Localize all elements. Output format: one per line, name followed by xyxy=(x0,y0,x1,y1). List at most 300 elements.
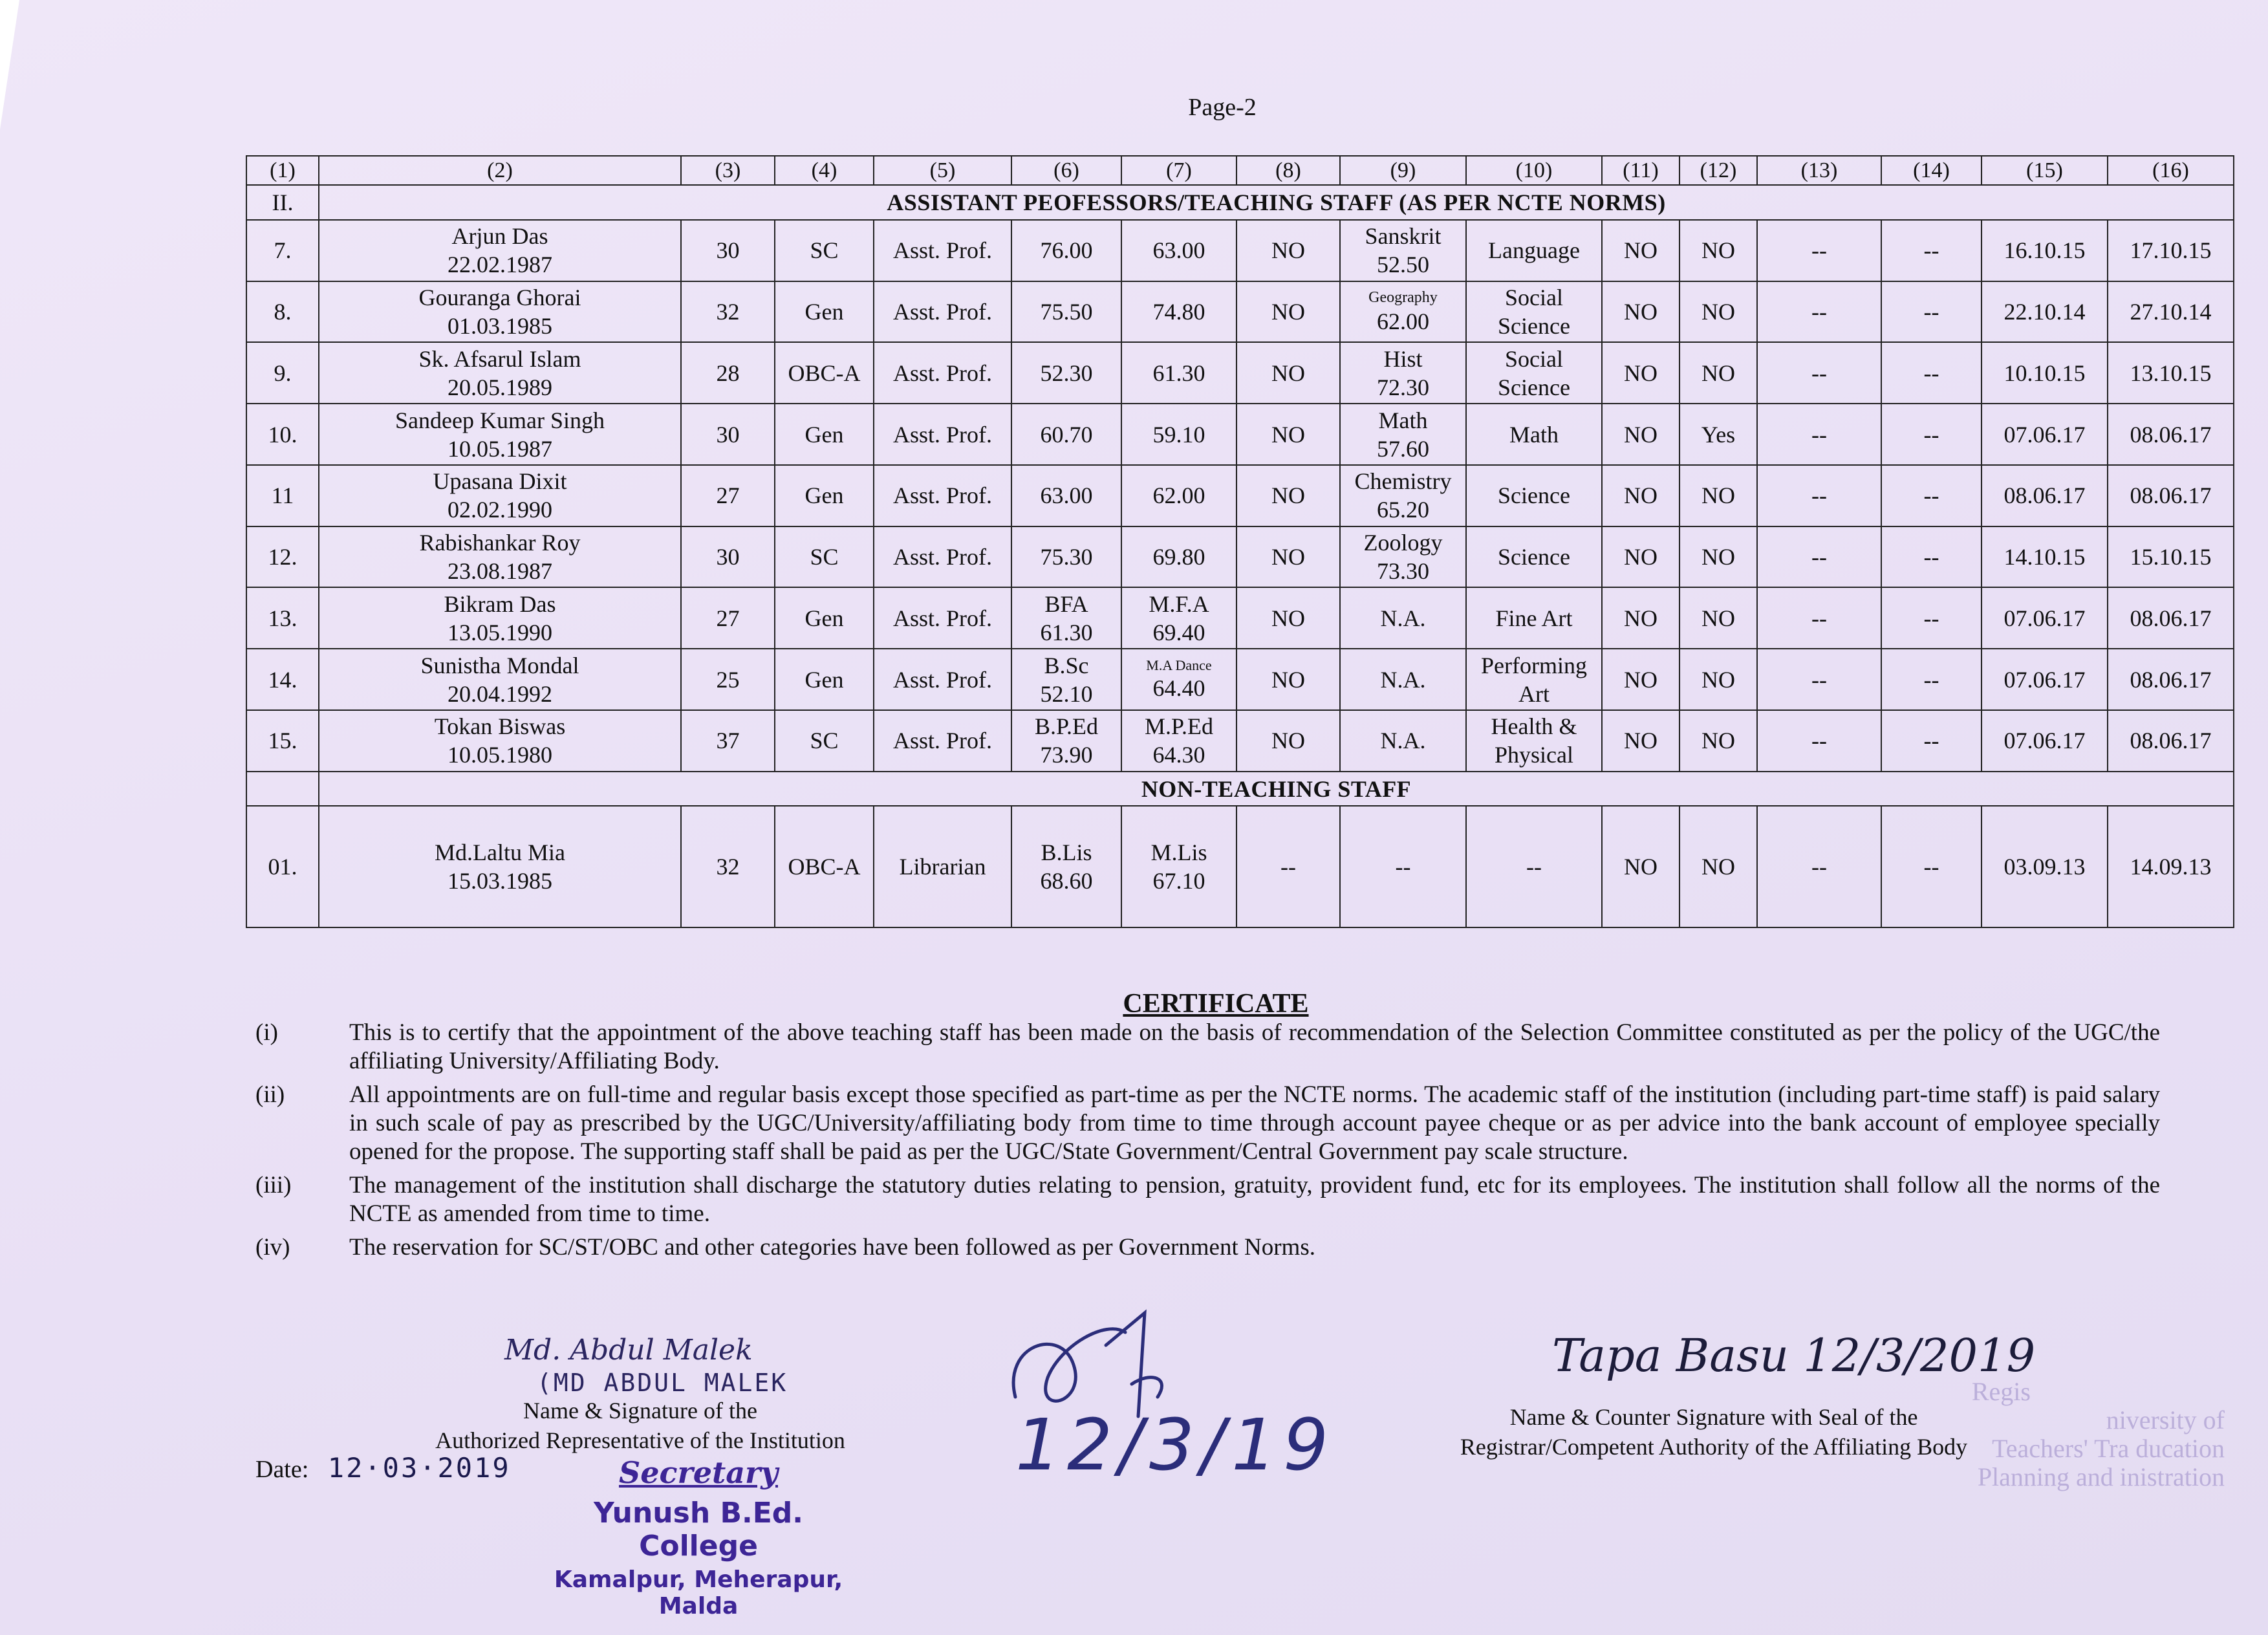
qualification-pg xyxy=(1121,710,1237,772)
discipline xyxy=(1466,587,1602,649)
serial-number: 8. xyxy=(246,281,319,343)
stamp-title: Secretary xyxy=(618,1455,778,1490)
qualification-ug xyxy=(1011,710,1121,772)
qualification-pg-line: M.Lis xyxy=(1150,839,1207,866)
certificate-item-number: (i) xyxy=(255,1019,278,1046)
subject xyxy=(1340,587,1466,649)
qualification-ug xyxy=(1011,649,1121,710)
discipline xyxy=(1466,342,1602,404)
authorized-name-handwritten: (MD ABDUL MALEK xyxy=(537,1369,788,1397)
qualification-pg xyxy=(1121,342,1237,404)
col-14: -- xyxy=(1881,587,1982,649)
qualification-pg xyxy=(1121,281,1237,343)
discipline-line: Art xyxy=(1518,680,1550,707)
subject xyxy=(1340,220,1466,281)
column-number: (14) xyxy=(1881,156,1982,185)
age: 25 xyxy=(681,649,775,710)
subject xyxy=(1340,649,1466,710)
discipline-line: Performing xyxy=(1481,652,1587,678)
col-8: NO xyxy=(1237,649,1340,710)
col-12: NO xyxy=(1679,526,1757,588)
qualification-ug xyxy=(1011,526,1121,588)
date-col-16: 08.06.17 xyxy=(2108,465,2234,526)
staff-name-cell xyxy=(319,465,681,526)
date-col-16: 08.06.17 xyxy=(2108,587,2234,649)
certificate-item-text: The management of the institution shall discharge the statutory duties relating to pension, gratuity, provident fund, etc for its employees. The institution shall follow all the norms of the NCTE as amended from time to time. xyxy=(349,1172,2160,1227)
column-number: (13) xyxy=(1757,156,1881,185)
discipline-line: Health & xyxy=(1491,713,1577,740)
age: 30 xyxy=(681,404,775,465)
certificate-item-text: All appointments are on full-time and regular basis except those specified as part-time as per the NCTE norms. The academic staff of the institution (including part-time staff) is paid salary in such scale of pay as prescribed by the UGC/University/affiliating body from time to time through account payee cheque or as per advice into the bank account of employee specially opened for the propose. The supporting staff shall be paid as per the UGC/State Government/Central Government pay scale structure. xyxy=(349,1081,2160,1165)
date-of-birth: 22.02.1987 xyxy=(448,252,552,278)
col-12: Yes xyxy=(1679,404,1757,465)
category: SC xyxy=(775,710,874,772)
col-8: NO xyxy=(1237,220,1340,281)
date-label: Date: xyxy=(255,1456,309,1483)
discipline-line: Physical xyxy=(1495,742,1573,768)
date-of-birth: 10.05.1987 xyxy=(448,435,552,462)
col-14: -- xyxy=(1881,342,1982,404)
column-number: (9) xyxy=(1340,156,1466,185)
staff-name-cell xyxy=(319,806,681,927)
table-row xyxy=(246,587,2234,649)
col-8: NO xyxy=(1237,587,1340,649)
discipline-line: Social xyxy=(1505,285,1563,311)
page-number: Page-2 xyxy=(1188,94,1257,121)
col-13: -- xyxy=(1757,404,1881,465)
col-8: NO xyxy=(1237,281,1340,343)
col-13: -- xyxy=(1757,465,1881,526)
staff-name-cell xyxy=(319,281,681,343)
certificate-item xyxy=(255,1081,2163,1166)
qualification-ug xyxy=(1011,281,1121,343)
non-teaching-title-row xyxy=(246,772,2234,807)
age: 27 xyxy=(681,587,775,649)
staff-name: Md.Laltu Mia xyxy=(435,839,565,866)
staff-name-cell xyxy=(319,526,681,588)
category: SC xyxy=(775,220,874,281)
col-8: NO xyxy=(1237,710,1340,772)
university-seal xyxy=(1772,1378,2225,1491)
staff-name: Rabishankar Roy xyxy=(419,530,581,556)
discipline-line: Social xyxy=(1505,345,1563,372)
stamp-college: Yunush B.Ed. College xyxy=(594,1497,803,1563)
category: Gen xyxy=(775,649,874,710)
age: 32 xyxy=(681,281,775,343)
table-row xyxy=(246,806,2234,927)
subject-line: 72.30 xyxy=(1377,374,1429,400)
date-col-15: 10.10.15 xyxy=(1982,342,2108,404)
subject-line: N.A. xyxy=(1380,605,1426,631)
authorized-label xyxy=(414,1396,867,1455)
designation: Asst. Prof. xyxy=(874,526,1011,588)
column-number: (4) xyxy=(775,156,874,185)
col-14: -- xyxy=(1881,806,1982,927)
col-12: NO xyxy=(1679,710,1757,772)
column-number: (16) xyxy=(2108,156,2234,185)
qualification-pg xyxy=(1121,587,1237,649)
column-number: (6) xyxy=(1011,156,1121,185)
qualification-pg-line: M.F.A xyxy=(1149,590,1209,617)
category: Gen xyxy=(775,465,874,526)
qualification-ug-line: 63.00 xyxy=(1040,482,1093,509)
designation: Asst. Prof. xyxy=(874,465,1011,526)
qualification-pg xyxy=(1121,806,1237,927)
col-11: NO xyxy=(1602,220,1679,281)
date-col-16: 17.10.15 xyxy=(2108,220,2234,281)
table-row xyxy=(246,342,2234,404)
folded-corner xyxy=(0,0,19,129)
staff-name-cell xyxy=(319,220,681,281)
date-of-birth: 15.03.1985 xyxy=(448,868,552,894)
certificate-list xyxy=(255,1019,2163,1267)
seal-line-4: Planning and inistration xyxy=(1977,1462,2225,1491)
staff-name: Bikram Das xyxy=(444,590,556,617)
col-12: NO xyxy=(1679,587,1757,649)
column-number: (8) xyxy=(1237,156,1340,185)
qualification-pg-line: 69.80 xyxy=(1152,544,1205,570)
date-col-16: 15.10.15 xyxy=(2108,526,2234,588)
date-of-birth: 23.08.1987 xyxy=(448,558,552,585)
date-of-birth: 20.05.1989 xyxy=(448,374,552,400)
qualification-ug-line: 61.30 xyxy=(1040,619,1093,645)
column-number: (5) xyxy=(874,156,1011,185)
column-number: (11) xyxy=(1602,156,1679,185)
col-12: NO xyxy=(1679,649,1757,710)
discipline-line: Science xyxy=(1498,313,1570,340)
serial-number: 12. xyxy=(246,526,319,588)
discipline-line: Fine Art xyxy=(1495,605,1573,631)
col-14: -- xyxy=(1881,281,1982,343)
date-col-16: 13.10.15 xyxy=(2108,342,2234,404)
subject xyxy=(1340,465,1466,526)
subject-line: Geography xyxy=(1368,289,1438,307)
designation: Asst. Prof. xyxy=(874,342,1011,404)
col-12: NO xyxy=(1679,281,1757,343)
date-col-15: 07.06.17 xyxy=(1982,710,2108,772)
designation: Asst. Prof. xyxy=(874,649,1011,710)
qualification-ug-line: 68.60 xyxy=(1040,868,1093,894)
subject-line: N.A. xyxy=(1380,666,1426,693)
staff-name-cell xyxy=(319,710,681,772)
subject-line: Zoology xyxy=(1363,530,1443,556)
staff-name: Arjun Das xyxy=(451,223,548,250)
column-number-row xyxy=(246,156,2234,185)
date-col-15: 07.06.17 xyxy=(1982,587,2108,649)
column-number: (7) xyxy=(1121,156,1237,185)
col-13: -- xyxy=(1757,526,1881,588)
qualification-pg xyxy=(1121,220,1237,281)
section-title: ASSISTANT PEOFESSORS/TEACHING STAFF (AS PER NCTE NORMS) xyxy=(319,185,2234,220)
date-col-16: 08.06.17 xyxy=(2108,710,2234,772)
column-number: (2) xyxy=(319,156,681,185)
age: 37 xyxy=(681,710,775,772)
col-13: -- xyxy=(1757,281,1881,343)
column-number: (12) xyxy=(1679,156,1757,185)
qualification-pg-line: 74.80 xyxy=(1152,299,1205,325)
staff-name: Gouranga Ghorai xyxy=(418,285,581,311)
date-col-15: 03.09.13 xyxy=(1982,806,2108,927)
table-row xyxy=(246,220,2234,281)
qualification-pg-line: 67.10 xyxy=(1152,868,1205,894)
authorized-label-line-2: Authorized Representative of the Institution xyxy=(435,1427,845,1453)
discipline-line: Science xyxy=(1498,374,1570,400)
subject-line: Hist xyxy=(1383,345,1423,372)
qualification-pg-line: 64.30 xyxy=(1152,742,1205,768)
date-of-birth: 13.05.1990 xyxy=(448,619,552,645)
date-col-15: 07.06.17 xyxy=(1982,404,2108,465)
serial-number: 01. xyxy=(246,806,319,927)
date-col-16: 08.06.17 xyxy=(2108,404,2234,465)
discipline-line: Science xyxy=(1498,544,1570,570)
designation: Asst. Prof. xyxy=(874,404,1011,465)
category: Gen xyxy=(775,404,874,465)
qualification-pg xyxy=(1121,649,1237,710)
designation: Asst. Prof. xyxy=(874,281,1011,343)
date-col-15: 22.10.14 xyxy=(1982,281,2108,343)
col-11: NO xyxy=(1602,649,1679,710)
staff-name: Tokan Biswas xyxy=(434,713,566,740)
discipline xyxy=(1466,281,1602,343)
category: Gen xyxy=(775,587,874,649)
col-11: NO xyxy=(1602,465,1679,526)
date-of-birth: 01.03.1985 xyxy=(448,313,552,340)
table-row xyxy=(246,710,2234,772)
qualification-pg-line: 64.40 xyxy=(1152,675,1205,701)
designation: Asst. Prof. xyxy=(874,220,1011,281)
col-11: NO xyxy=(1602,281,1679,343)
certificate-item xyxy=(255,1233,2163,1262)
age: 30 xyxy=(681,220,775,281)
qualification-ug-line: 76.00 xyxy=(1040,237,1093,264)
qualification-ug xyxy=(1011,342,1121,404)
qualification-ug-line: 52.10 xyxy=(1040,680,1093,707)
col-11: NO xyxy=(1602,806,1679,927)
discipline-line: -- xyxy=(1526,854,1542,880)
section-roman: II. xyxy=(246,185,319,220)
column-number: (15) xyxy=(1982,156,2108,185)
subject-line: Math xyxy=(1378,407,1428,433)
subject-line: Chemistry xyxy=(1354,468,1452,495)
date-row xyxy=(255,1452,511,1484)
col-13: -- xyxy=(1757,649,1881,710)
serial-number: 10. xyxy=(246,404,319,465)
col-13: -- xyxy=(1757,220,1881,281)
qualification-ug xyxy=(1011,465,1121,526)
date-col-16: 08.06.17 xyxy=(2108,649,2234,710)
subject xyxy=(1340,710,1466,772)
qualification-ug-line: 52.30 xyxy=(1040,360,1093,386)
discipline xyxy=(1466,220,1602,281)
table-row xyxy=(246,465,2234,526)
date-of-birth: 20.04.1992 xyxy=(448,680,552,707)
authorized-label-line-1: Name & Signature of the xyxy=(523,1398,757,1424)
col-11: NO xyxy=(1602,404,1679,465)
staff-name: Upasana Dixit xyxy=(433,468,567,495)
col-13: -- xyxy=(1757,342,1881,404)
qualification-ug xyxy=(1011,220,1121,281)
category: Gen xyxy=(775,281,874,343)
col-14: -- xyxy=(1881,649,1982,710)
discipline xyxy=(1466,465,1602,526)
staff-table xyxy=(246,155,2234,928)
subject xyxy=(1340,342,1466,404)
age: 32 xyxy=(681,806,775,927)
non-teaching-title: NON-TEACHING STAFF xyxy=(319,772,2234,807)
col-12: NO xyxy=(1679,220,1757,281)
discipline-line: Language xyxy=(1488,237,1580,264)
age: 28 xyxy=(681,342,775,404)
certificate-item xyxy=(255,1019,2163,1076)
table-row xyxy=(246,526,2234,588)
col-14: -- xyxy=(1881,220,1982,281)
qualification-pg xyxy=(1121,526,1237,588)
date-value: 12·03·2019 xyxy=(327,1452,511,1484)
qualification-ug-line: 60.70 xyxy=(1040,421,1093,448)
qualification-ug xyxy=(1011,404,1121,465)
qualification-pg-line: M.A Dance xyxy=(1146,656,1212,673)
subject xyxy=(1340,281,1466,343)
qualification-pg-line: 63.00 xyxy=(1152,237,1205,264)
registrar-signature: Tapa Basu 12/3/2019 xyxy=(1552,1329,2036,1382)
col-8: -- xyxy=(1237,806,1340,927)
col-13: -- xyxy=(1757,806,1881,927)
subject-line: 52.50 xyxy=(1377,252,1429,278)
staff-name-cell xyxy=(319,649,681,710)
date-col-15: 14.10.15 xyxy=(1982,526,2108,588)
serial-number: 14. xyxy=(246,649,319,710)
serial-number: 11 xyxy=(246,465,319,526)
column-number: (10) xyxy=(1466,156,1602,185)
date-col-15: 16.10.15 xyxy=(1982,220,2108,281)
table-row xyxy=(246,281,2234,343)
col-12: NO xyxy=(1679,342,1757,404)
qualification-ug-line: 75.30 xyxy=(1040,544,1093,570)
subject-line: -- xyxy=(1395,854,1411,880)
staff-name-cell xyxy=(319,404,681,465)
seal-line-3: Teachers' Tra ducation xyxy=(1992,1434,2225,1463)
qualification-pg-line: 69.40 xyxy=(1152,619,1205,645)
qualification-ug-line: BFA xyxy=(1044,590,1088,617)
serial-number: 7. xyxy=(246,220,319,281)
qualification-ug xyxy=(1011,587,1121,649)
date-of-birth: 10.05.1980 xyxy=(448,742,552,768)
section-blank xyxy=(246,772,319,807)
qualification-ug-line: 73.90 xyxy=(1040,742,1093,768)
designation: Asst. Prof. xyxy=(874,587,1011,649)
discipline-line: Science xyxy=(1498,482,1570,509)
staff-name: Sunistha Mondal xyxy=(420,652,579,678)
subject xyxy=(1340,404,1466,465)
qualification-pg-line: 62.00 xyxy=(1152,482,1205,509)
subject xyxy=(1340,806,1466,927)
col-11: NO xyxy=(1602,342,1679,404)
subject-line: 62.00 xyxy=(1377,309,1429,335)
registrar-label-line-1: Name & Counter Signature with Seal of the xyxy=(1509,1404,1918,1430)
authorized-signature: Md. Abdul Malek xyxy=(504,1334,753,1367)
col-14: -- xyxy=(1881,710,1982,772)
certificate-item-text: This is to certify that the appointment of the above teaching staff has been made on the basis of recommendation of the Selection Committee constituted as per the policy of the UGC/the affiliating University/Affiliating Body. xyxy=(349,1019,2160,1074)
col-11: NO xyxy=(1602,587,1679,649)
age: 30 xyxy=(681,526,775,588)
col-8: NO xyxy=(1237,342,1340,404)
col-14: -- xyxy=(1881,526,1982,588)
certificate-item-number: (ii) xyxy=(255,1081,285,1108)
college-stamp xyxy=(537,1455,860,1619)
subject-line: 73.30 xyxy=(1377,558,1429,585)
col-14: -- xyxy=(1881,465,1982,526)
date-col-16: 27.10.14 xyxy=(2108,281,2234,343)
qualification-pg-line: 61.30 xyxy=(1152,360,1205,386)
subject-line: Sanskrit xyxy=(1365,223,1442,250)
discipline xyxy=(1466,526,1602,588)
registrar-label-line-2: Registrar/Competent Authority of the Affiliating Body xyxy=(1460,1434,1968,1460)
qualification-pg xyxy=(1121,404,1237,465)
designation: Asst. Prof. xyxy=(874,710,1011,772)
section-title-row xyxy=(246,185,2234,220)
staff-name: Sk. Afsarul Islam xyxy=(418,345,581,372)
staff-name: Sandeep Kumar Singh xyxy=(395,407,605,433)
col-11: NO xyxy=(1602,710,1679,772)
date-col-15: 07.06.17 xyxy=(1982,649,2108,710)
serial-number: 13. xyxy=(246,587,319,649)
date-of-birth: 02.02.1990 xyxy=(448,497,552,523)
date-col-15: 08.06.17 xyxy=(1982,465,2108,526)
discipline xyxy=(1466,710,1602,772)
seal-line-2: niversity of xyxy=(2106,1405,2225,1435)
staff-name-cell xyxy=(319,342,681,404)
qualification-ug-line: B.Sc xyxy=(1044,652,1089,678)
category: SC xyxy=(775,526,874,588)
qualification-ug-line: B.Lis xyxy=(1041,839,1092,866)
qualification-pg-line: M.P.Ed xyxy=(1144,713,1214,740)
stamp-address: Kamalpur, Meherapur, Malda xyxy=(554,1566,843,1619)
col-8: NO xyxy=(1237,465,1340,526)
date-col-16: 14.09.13 xyxy=(2108,806,2234,927)
discipline-line: Math xyxy=(1509,421,1559,448)
certificate-item-text: The reservation for SC/ST/OBC and other categories have been followed as per Government Norms. xyxy=(349,1234,1315,1261)
designation: Librarian xyxy=(874,806,1011,927)
serial-number: 9. xyxy=(246,342,319,404)
col-13: -- xyxy=(1757,710,1881,772)
col-13: -- xyxy=(1757,587,1881,649)
col-14: -- xyxy=(1881,404,1982,465)
age: 27 xyxy=(681,465,775,526)
subject-line: N.A. xyxy=(1380,728,1426,754)
table-row xyxy=(246,404,2234,465)
col-12: NO xyxy=(1679,465,1757,526)
serial-number: 15. xyxy=(246,710,319,772)
certificate-item xyxy=(255,1171,2163,1228)
category: OBC-A xyxy=(775,342,874,404)
certificate-item-number: (iii) xyxy=(255,1172,292,1198)
subject-line: 57.60 xyxy=(1377,435,1429,462)
table-row xyxy=(246,649,2234,710)
qualification-pg xyxy=(1121,465,1237,526)
subject-line: 65.20 xyxy=(1377,497,1429,523)
qualification-pg-line: 59.10 xyxy=(1152,421,1205,448)
qualification-ug-line: B.P.Ed xyxy=(1034,713,1099,740)
certificate-item-number: (iv) xyxy=(255,1234,290,1261)
certificate-title: CERTIFICATE xyxy=(1123,989,1309,1019)
seal-line-1: Regis xyxy=(1971,1377,2031,1406)
discipline xyxy=(1466,649,1602,710)
col-8: NO xyxy=(1237,404,1340,465)
category: OBC-A xyxy=(775,806,874,927)
col-11: NO xyxy=(1602,526,1679,588)
qualification-ug-line: 75.50 xyxy=(1040,299,1093,325)
staff-name-cell xyxy=(319,587,681,649)
